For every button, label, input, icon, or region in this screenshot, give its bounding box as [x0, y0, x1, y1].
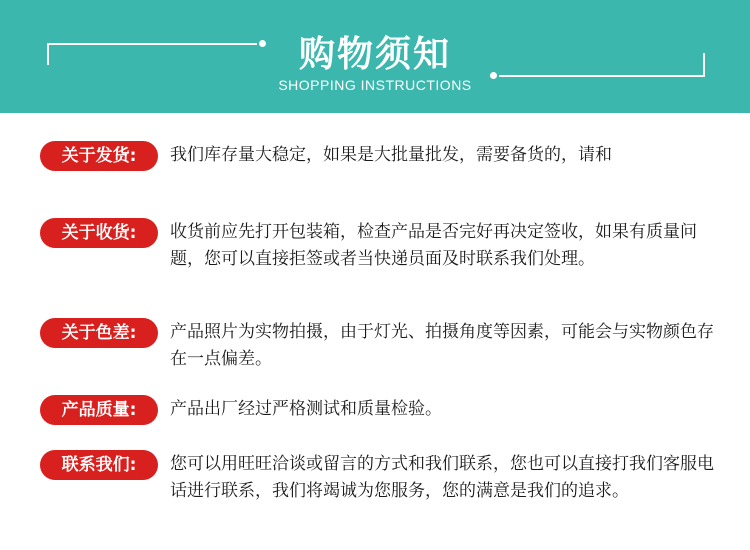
section-label-shipping: 关于发货:	[40, 141, 158, 171]
section-label-receiving: 关于收货:	[40, 218, 158, 248]
decor-line-right-vertical	[703, 53, 705, 77]
header-banner	[0, 0, 750, 113]
decor-line-right-horizontal	[499, 75, 705, 77]
section-text-shipping: 我们库存量大稳定，如果是大批量批发，需要备货的，请和	[170, 145, 612, 165]
section-text-contact: 您可以用旺旺洽谈或留言的方式和我们联系，您也可以直接打我们客服电话进行联系，我们将竭诚为您服务，您的满意是我们的追求。	[170, 454, 714, 501]
decor-dot-right	[490, 72, 497, 79]
section-label-color-difference: 关于色差:	[40, 318, 158, 348]
section-text-quality: 产品出厂经过严格测试和质量检验。	[170, 399, 442, 419]
page-subtitle: SHOPPING INSTRUCTIONS	[278, 77, 472, 93]
page-title: 购物须知	[298, 34, 451, 75]
section-text-receiving: 收货前应先打开包装箱，检查产品是否完好再决定签收，如果有质量问题，您可以直接拒签或者当快递员面及时联系我们处理。	[170, 222, 697, 269]
section-text-color-difference: 产品照片为实物拍摄，由于灯光、拍摄角度等因素，可能会与实物颜色存在一点偏差。	[170, 322, 714, 369]
section-label-contact: 联系我们:	[40, 450, 158, 480]
section-label-quality: 产品质量:	[40, 395, 158, 425]
